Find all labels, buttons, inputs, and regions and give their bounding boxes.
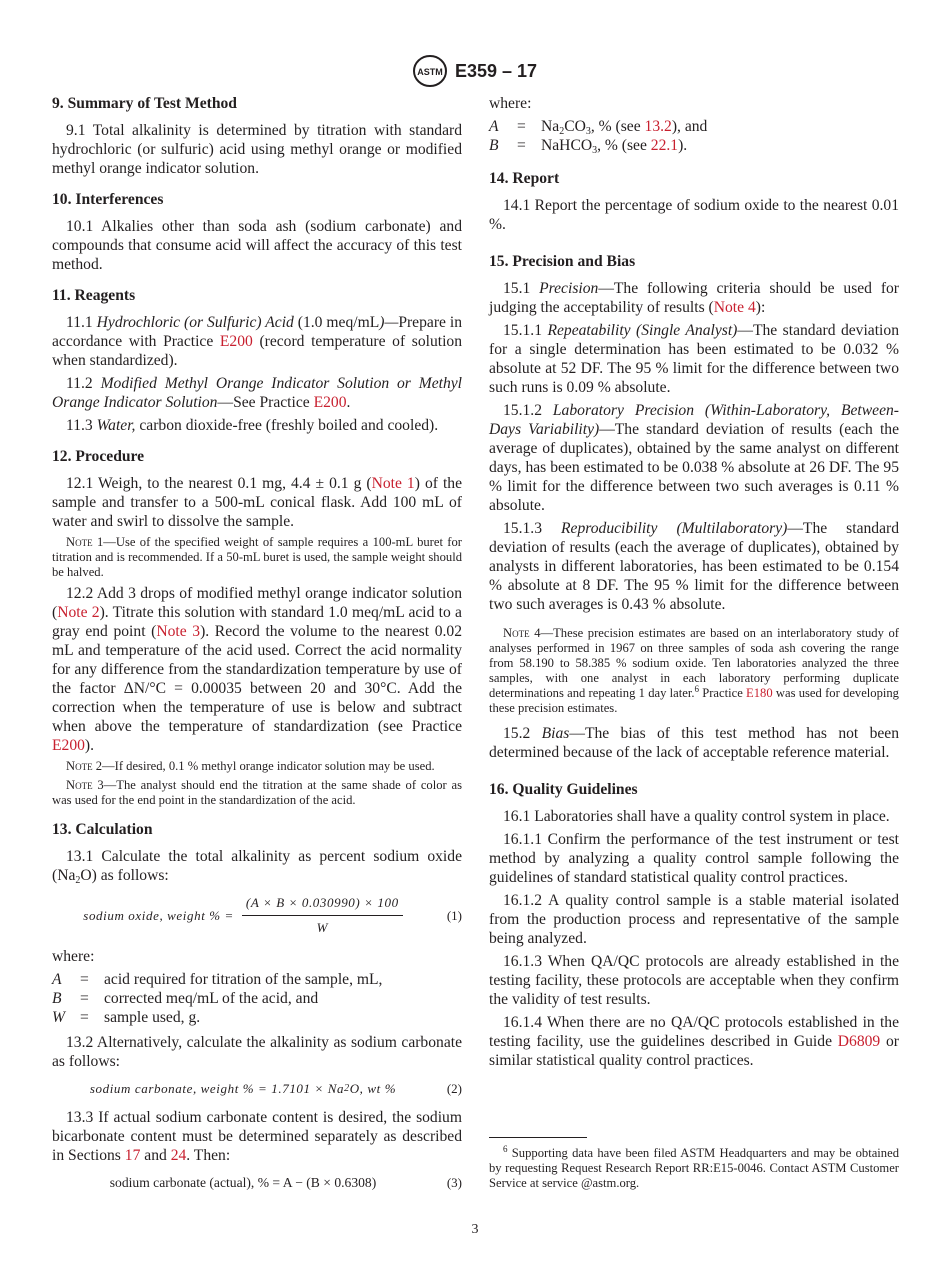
page-header: [0, 54, 950, 88]
definition-row: B = corrected meq/mL of the acid, and: [52, 990, 319, 1007]
section-14-heading: 14. Report: [489, 170, 560, 187]
equation-2: sodium carbonate, weight % = 1.7101 × Na 2 O, wt % (2): [89, 1081, 462, 1096]
left-column: [52, 94, 462, 1202]
ref-section-24-link[interactable]: 24: [170, 1147, 187, 1164]
ref-e180-link[interactable]: E180: [746, 686, 773, 700]
para-13-3: 13.3 If actual sodium carbonate content is desired, the sodium bicarbonate content must be determined separately as described in Sections 17 and 24. Then:: [52, 1109, 462, 1164]
document-id: E359 – 17: [454, 60, 538, 81]
para-16-1: 16.1 Laboratories shall have a quality control system in place.: [503, 808, 890, 825]
para-16-1-4: 16.1.4 When there are no QA/QC protocols established in the testing facility, use the guidelines described in Guide D6809 or similar statistical quality control practices.: [489, 1014, 899, 1069]
ref-e200-link[interactable]: E200: [313, 394, 347, 411]
section-16-heading: 16. Quality Guidelines: [489, 781, 638, 798]
para-11-2: 11.2 Modified Methyl Orange Indicator Solution or Methyl Orange Indicator Solution—See Practice E200.: [52, 375, 463, 411]
para-10-1: 10.1 Alkalies other than soda ash (sodium carbonate) and compounds that consume acid will affect the accuracy of this test method.: [52, 218, 462, 273]
para-12-1: 12.1 Weigh, to the nearest 0.1 mg, 4.4 ± 0.1 g (Note 1) of the sample and transfer to a 500-mL conical flask. Add 100 mL of water and swirl to dissolve the sample.: [52, 475, 463, 530]
equation-3: sodium carbonate (actual), % = A − (B × 0.6308) (3): [109, 1175, 462, 1190]
svg-text:ASTM: ASTM: [417, 67, 443, 77]
section-15-heading: 15. Precision and Bias: [489, 253, 636, 270]
para-9-1: 9.1 Total alkalinity is determined by titration with standard hydrochloric (or sulfuric) acid using methyl orange or modified methyl orange indicator solution.: [52, 122, 462, 177]
ref-e200-link[interactable]: E200: [52, 737, 85, 754]
astm-logo-icon: [413, 55, 447, 87]
section-10-heading: 10. Interferences: [52, 191, 164, 208]
footnote-area: [489, 1137, 899, 1191]
ref-d6809-link[interactable]: D6809: [837, 1033, 881, 1050]
para-14-1: 14.1 Report the percentage of sodium oxide to the nearest 0.01 %.: [489, 197, 899, 233]
ref-22-1-link[interactable]: 22.1: [650, 137, 679, 154]
para-16-1-3: 16.1.3 When QA/QC protocols are already established in the testing facility, these protocols are acceptable when they confirm the validity of test results.: [489, 953, 899, 1008]
note-2: Note 2—If desired, 0.1 % methyl orange indicator solution may be used.: [66, 759, 435, 773]
para-15-2: 15.2 Bias—The bias of this test method has not been determined because of the lack of acceptable reference material.: [489, 725, 900, 761]
footnote-6: $^6$ Supporting data have been filed ASTM Headquarters and may be obtained by requesting Request Research Report RR:E15-0046. Contact ASTM Customer Service at service @astm.org.: [489, 1143, 899, 1190]
para-13-2: 13.2 Alternatively, calculate the alkalinity as sodium carbonate as follows:: [52, 1034, 462, 1070]
section-9-heading: 9. Summary of Test Method: [52, 95, 237, 112]
definition-row: A = acid required for titration of the sample, mL,: [52, 971, 383, 988]
definitions-list: [489, 117, 899, 155]
para-13-1: 13.1 Calculate the total alkalinity as percent sodium oxide $(Na_2O)$ as follows:: [52, 848, 462, 886]
where-label: where:: [489, 95, 532, 112]
para-11-3: 11.3 Water, carbon dioxide-free (freshly boiled and cooled).: [66, 417, 439, 434]
footnote-rule: [489, 1137, 587, 1138]
right-column: [489, 94, 899, 1074]
section-12-heading: 12. Procedure: [52, 448, 145, 465]
para-15-1: 15.1 Precision—The following criteria should be used for judging the acceptability of results (Note 4):: [489, 280, 899, 316]
definitions-list: [52, 970, 462, 1027]
para-12-2: 12.2 Add 3 drops of modified methyl orange indicator solution (Note 2). Titrate this solution with standard 1.0 meq/mL acid to a gray end point (Note 3). Record the volume to the nearest 0.02 mL and temperature of the acid used. Correct the acid normality for any difference from the standardization temperature by use of the factor ΔN/°C = 0.00035 between 20 and 30°C. Add the correction when the temperature of use is below and subtract when above the temperature of standardization (see Practice E200).: [52, 585, 462, 754]
definition-row: W = sample used, g.: [52, 1009, 201, 1026]
section-11-heading: 11. Reagents: [52, 287, 136, 304]
para-16-1-1: 16.1.1 Confirm the performance of the test instrument or test method by analyzing a quality control sample following the guidelines of standard statistical quality control practices.: [489, 831, 899, 886]
note-4: Note 4—These precision estimates are based on an interlaboratory study of analyses performed in 1967 on three samples of soda ash covering the range from 58.190 to 58.385 % sodium oxide. Ten laboratories analyzed the three samples, with one analyst in each laboratory performing duplicate determinations and repeating 1 day later.$^6$ Practice E180 was used for developing these precision estimates.: [489, 626, 899, 715]
para-16-1-2: 16.1.2 A quality control sample is a stable material isolated from the production process and representative of the sample being analyzed.: [489, 892, 899, 947]
ref-note-2-link[interactable]: Note 2: [57, 604, 100, 621]
para-15-1-2: 15.1.2 Laboratory Precision (Within-Laboratory, Between-Days Variability)—The standard deviation of results (each the average of duplicates), obtained by the same analyst on different days, has been estimated to be 0.038 % absolute at 26 DF. The 95 % limit for the difference between two such averages is 0.11 % absolute.: [489, 402, 899, 514]
para-15-1-1: 15.1.1 Repeatability (Single Analyst)—The standard deviation for a single determination has been estimated to be 0.032 % absolute at 52 DF. The 95 % limit for the difference between two such runs is 0.09 % absolute.: [489, 322, 899, 396]
where-label: where:: [52, 948, 95, 965]
note-3: Note 3—The analyst should end the titration at the same shade of color as was used for the end point in the standardization of the acid.: [52, 778, 462, 807]
definition-row: A = $Na_2CO_3$, % (see 13.2), and: [489, 118, 708, 137]
page-number: 3: [471, 1222, 479, 1237]
ref-note-1-link[interactable]: Note 1: [371, 475, 415, 492]
para-11-1: 11.1 Hydrochloric (or Sulfuric) Acid (1.0 meq/mL)—Prepare in accordance with Practice E200 (record temperature of solution when standardized).: [52, 314, 463, 369]
ref-note-3-link[interactable]: Note 3: [156, 623, 201, 640]
equation-1: sodium oxide, weight % = $\frac{(A \times B \times 0.030990) \times 100}{W}$ (1): [83, 895, 462, 935]
definition-row: B = NaHCO$_3$, % (see 22.1).: [489, 137, 688, 156]
ref-note-4-link[interactable]: Note 4: [713, 299, 756, 316]
ref-13-2-link[interactable]: 13.2: [644, 118, 672, 135]
note-1: Note 1—Use of the specified weight of sample requires a 100-mL buret for titration and is recommended. If a 50-mL buret is used, the sample weight should be halved.: [52, 535, 462, 579]
ref-section-17-link[interactable]: 17: [124, 1147, 141, 1164]
ref-e200-link[interactable]: E200: [219, 333, 253, 350]
para-15-1-3: 15.1.3 Reproducibility (Multilaboratory)—The standard deviation of results (each the average of duplicates), obtained by analysts in different laboratories, has been estimated to be 0.154 % absolute at 8 DF. The 95 % limit for the difference between two such averages is 0.43 % absolute.: [489, 520, 900, 613]
section-13-heading: 13. Calculation: [52, 821, 153, 838]
